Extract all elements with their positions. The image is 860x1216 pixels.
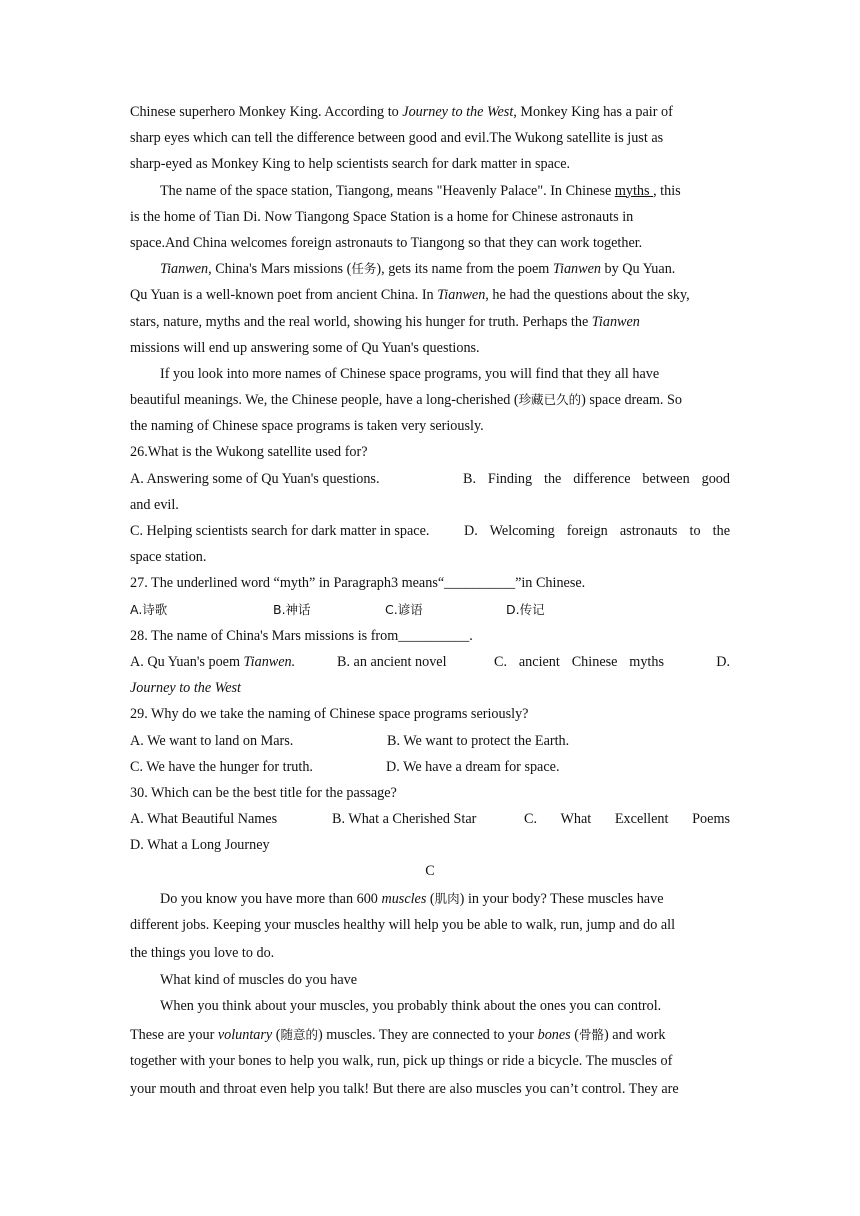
option-c: C.谚语 (385, 601, 423, 617)
text-line: If you look into more names of Chinese space programs, you will find that they all have (160, 365, 660, 382)
underlined-word-myths: myths (614, 182, 654, 199)
option-d: D. We have a dream for space. (386, 758, 560, 775)
text-line: sharp eyes which can tell the difference between good and evil.The Wukong satellite is just as (130, 130, 664, 147)
text: ) and work (604, 1026, 666, 1043)
option-c: C. We have the hunger for truth. (130, 758, 313, 775)
text: The name of the space station, Tiangong, means "Heavenly Palace". In Chinese (160, 182, 615, 199)
passage-c-paragraph-1 (130, 885, 730, 968)
document-page (130, 99, 730, 1103)
text-line: When you think about your muscles, you probably think about the ones you can control. (160, 998, 662, 1015)
text: stars, nature, myths and the real world, showing his hunger for truth. Perhaps the (130, 313, 592, 330)
options-row (130, 518, 730, 544)
text-line: the things you love to do. (130, 944, 275, 961)
text: ) space dream. So (581, 392, 682, 409)
option-b: B. We want to protect the Earth. (387, 732, 570, 749)
options-row (130, 728, 730, 754)
question-29 (130, 701, 730, 780)
text-line: sharp-eyed as Monkey King to help scientists search for dark matter in space. (130, 156, 571, 173)
italic-title: Tianwen (591, 313, 640, 330)
italic-title: Journey to the West, (402, 104, 517, 120)
option-c: C. ancient Chinese myths (494, 653, 664, 670)
text: Monkey King has a pair of (516, 104, 673, 120)
italic-title: Tianwen (552, 261, 601, 278)
passage-b-paragraph-1 (130, 99, 730, 178)
italic-title: Journey to the West (130, 680, 241, 697)
section-heading: C (425, 863, 435, 880)
option-a: A. We want to land on Mars. (130, 732, 294, 749)
text: , he had the questions about the sky, (485, 287, 690, 304)
text-line: missions will end up answering some of Qu Yuan's questions. (130, 339, 480, 356)
text-line (130, 178, 730, 204)
chinese-gloss: 随意的 (280, 1026, 319, 1042)
passage-c-paragraph-2 (130, 993, 730, 1103)
option-a (130, 649, 295, 675)
text: ( (426, 890, 435, 907)
text: , this (653, 182, 681, 199)
option-b: B. Finding the difference between good (463, 470, 730, 487)
option-b: B.神话 (273, 601, 311, 617)
text-line (130, 309, 730, 335)
option-a: A. Answering some of Qu Yuan's questions. (130, 470, 380, 487)
option-d-continued (130, 675, 730, 701)
italic-title: Tianwen (160, 261, 209, 278)
text: , China's Mars missions ( (208, 261, 352, 278)
passage-b-paragraph-4 (130, 361, 730, 440)
text: Chinese superhero Monkey King. According to (130, 104, 403, 120)
text-line: your mouth and throat even help you talk! But there are also muscles you can’t control. They are (130, 1080, 679, 1097)
text: ) in your body? These muscles have (459, 890, 664, 907)
italic-word: bones (537, 1026, 571, 1043)
question-30 (130, 780, 730, 859)
question-stem: 30. Which can be the best title for the passage? (130, 784, 397, 801)
option-d-continued: space station. (130, 549, 207, 566)
chinese-gloss: 肌肉 (434, 890, 460, 906)
text: These are your (130, 1026, 218, 1043)
text: beautiful meanings. We, the Chinese people, have a long-cherished ( (130, 392, 519, 409)
text-line (130, 885, 730, 913)
text-line: space.And China welcomes foreign astronauts to Tiangong so that they can work together. (130, 234, 643, 251)
option-b: B. What a Cherished Star (332, 811, 477, 828)
text-line: the naming of Chinese space programs is taken very seriously. (130, 418, 484, 435)
options-row (130, 806, 730, 832)
text: Qu Yuan is a well-known poet from ancient China. In (130, 287, 438, 304)
italic-word: muscles (381, 890, 427, 907)
text-line: is the home of Tian Di. Now Tiangong Space Station is a home for Chinese astronauts in (130, 208, 634, 225)
option-d: D. Welcoming foreign astronauts to the (464, 523, 730, 539)
question-26 (130, 439, 730, 570)
italic-title: Tianwen (437, 287, 486, 304)
chinese-gloss: 珍藏已久的 (518, 392, 582, 408)
question-stem: 26.What is the Wukong satellite used for? (130, 444, 368, 461)
option-d: D. What a Long Journey (130, 837, 270, 854)
text: A. Qu Yuan's poem (130, 653, 244, 670)
option-b-continued: and evil. (130, 496, 179, 513)
option-d: D.传记 (506, 601, 545, 617)
passage-b-paragraph-3 (130, 256, 730, 361)
option-b: B. an ancient novel (337, 653, 447, 670)
option-a: A.诗歌 (130, 601, 168, 617)
chinese-gloss: 骨骼 (578, 1026, 604, 1042)
question-27 (130, 570, 730, 622)
question-stem: 29. Why do we take the naming of Chinese space programs seriously? (130, 706, 529, 723)
options-row (130, 649, 730, 675)
text-line: different jobs. Keeping your muscles healthy will help you be able to walk, run, jump and do all (130, 917, 676, 934)
question-28 (130, 623, 730, 702)
option-c: C. What Excellent Poems (524, 811, 730, 828)
question-stem: 27. The underlined word “myth” in Paragraph3 means“__________”in Chinese. (130, 575, 586, 592)
text-line (130, 256, 730, 282)
text-line (130, 387, 730, 413)
text-line (130, 99, 730, 125)
text-line (130, 1021, 730, 1049)
options-row (130, 597, 730, 623)
option-d: D. (716, 653, 730, 670)
text: by Qu Yuan. (600, 261, 676, 278)
italic-word: voluntary (217, 1026, 273, 1043)
text-line: together with your bones to help you walk, run, pick up things or ride a bicycle. The muscles of (130, 1053, 673, 1070)
chinese-gloss: 任务 (351, 261, 377, 277)
options-row (130, 466, 730, 492)
option-a: A. What Beautiful Names (130, 811, 278, 828)
option-c: C. Helping scientists search for dark matter in space. (130, 523, 430, 539)
subheading: What kind of muscles do you have (160, 972, 358, 989)
text: ( (272, 1026, 281, 1043)
text: Do you know you have more than 600 (160, 890, 382, 907)
text-line (130, 282, 730, 308)
text: ) muscles. They are connected to your (318, 1026, 538, 1043)
text: ( (570, 1026, 579, 1043)
italic-title: Tianwen. (243, 653, 296, 670)
text: ), gets its name from the poem (376, 261, 553, 278)
options-row (130, 754, 730, 780)
question-stem: 28. The name of China's Mars missions is from__________. (130, 627, 473, 644)
passage-b-paragraph-2 (130, 178, 730, 257)
